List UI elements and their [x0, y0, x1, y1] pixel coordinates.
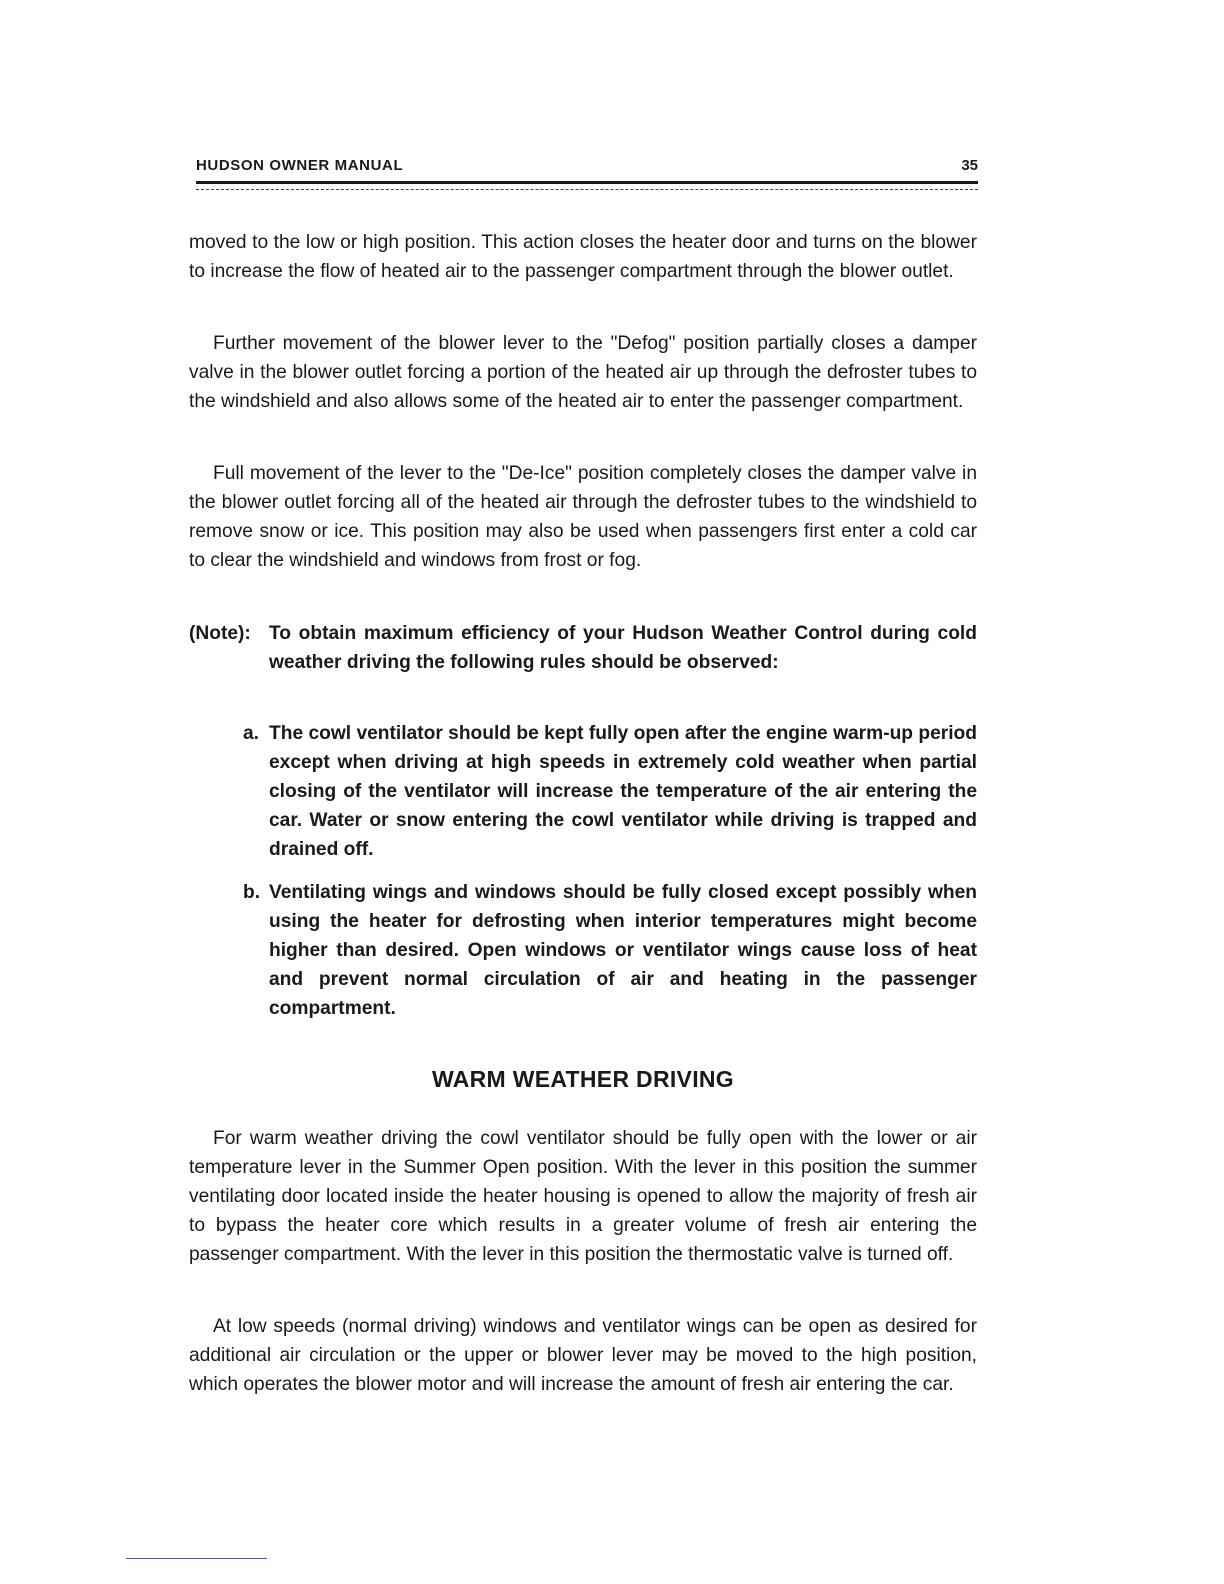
- footer-line: [126, 1558, 267, 1559]
- header-dashed-rule: [196, 189, 978, 190]
- section-heading: WARM WEATHER DRIVING: [431, 1066, 734, 1092]
- paragraph-warm-weather: For warm weather driving the cowl ventilator should be fully open with the lower or air temperature lever in the Summer Open position. With the lever in this position the summer ventilating door located inside the heater housing is opened to allow the majority of fresh air to bypass the heater core which results in a greater volume of fresh air entering the passenger compartment. With the lever in this position the thermostatic valve is turned off.: [189, 1128, 977, 1265]
- header-rule: [196, 181, 978, 184]
- item-marker: a.: [243, 723, 260, 744]
- paragraph-deice: Full movement of the lever to the "De-Ice" position completely closes the damper valve in the blower outlet forcing all of the heated air through the defroster tubes to the windshield to remove snow or ice. This position may also be used when passengers first enter a cold car to clear the windshield and windows from frost or fog.: [189, 463, 977, 571]
- note-label: (Note):: [189, 623, 251, 644]
- paragraph-defog: Further movement of the blower lever to the "Defog" position partially closes a damper valve in the blower outlet forcing a portion of the heated air up through the defroster tubes to the windshield and also allows some of the heated air to enter the passenger compartment.: [189, 333, 977, 412]
- running-head-title: HUDSON OWNER MANUAL: [196, 157, 404, 174]
- item-text: Ventilating wings and windows should be fully closed except possibly when using the heater for defrosting when interior temperatures might become higher than desired. Open windows or ventilator wings cause loss of heat and prevent normal circulation of air and heating in the passenger compartment.: [269, 882, 977, 1019]
- item-marker: b.: [243, 882, 261, 903]
- item-text: The cowl ventilator should be kept fully open after the engine warm-up period except when driving at high speeds in extremely cold weather when partial closing of the ventilator will increase the temperature of the air entering the car. Water or snow entering the cowl ventilator while driving is trapped and drained off.: [269, 723, 977, 860]
- paragraph-continuation: moved to the low or high position. This action closes the heater door and turns on the blower to increase the flow of heated air to the passenger compartment through the blower outlet.: [189, 232, 977, 282]
- note-text: To obtain maximum efficiency of your Hudson Weather Control during cold weather driving the following rules should be observed:: [269, 623, 977, 673]
- page-header: [196, 157, 978, 179]
- page-number: 35: [961, 157, 978, 174]
- paragraph-low-speeds: At low speeds (normal driving) windows and ventilator wings can be open as desired for additional air circulation or the upper or blower lever may be moved to the high position, which operates the blower motor and will increase the amount of fresh air entering the car.: [189, 1316, 977, 1395]
